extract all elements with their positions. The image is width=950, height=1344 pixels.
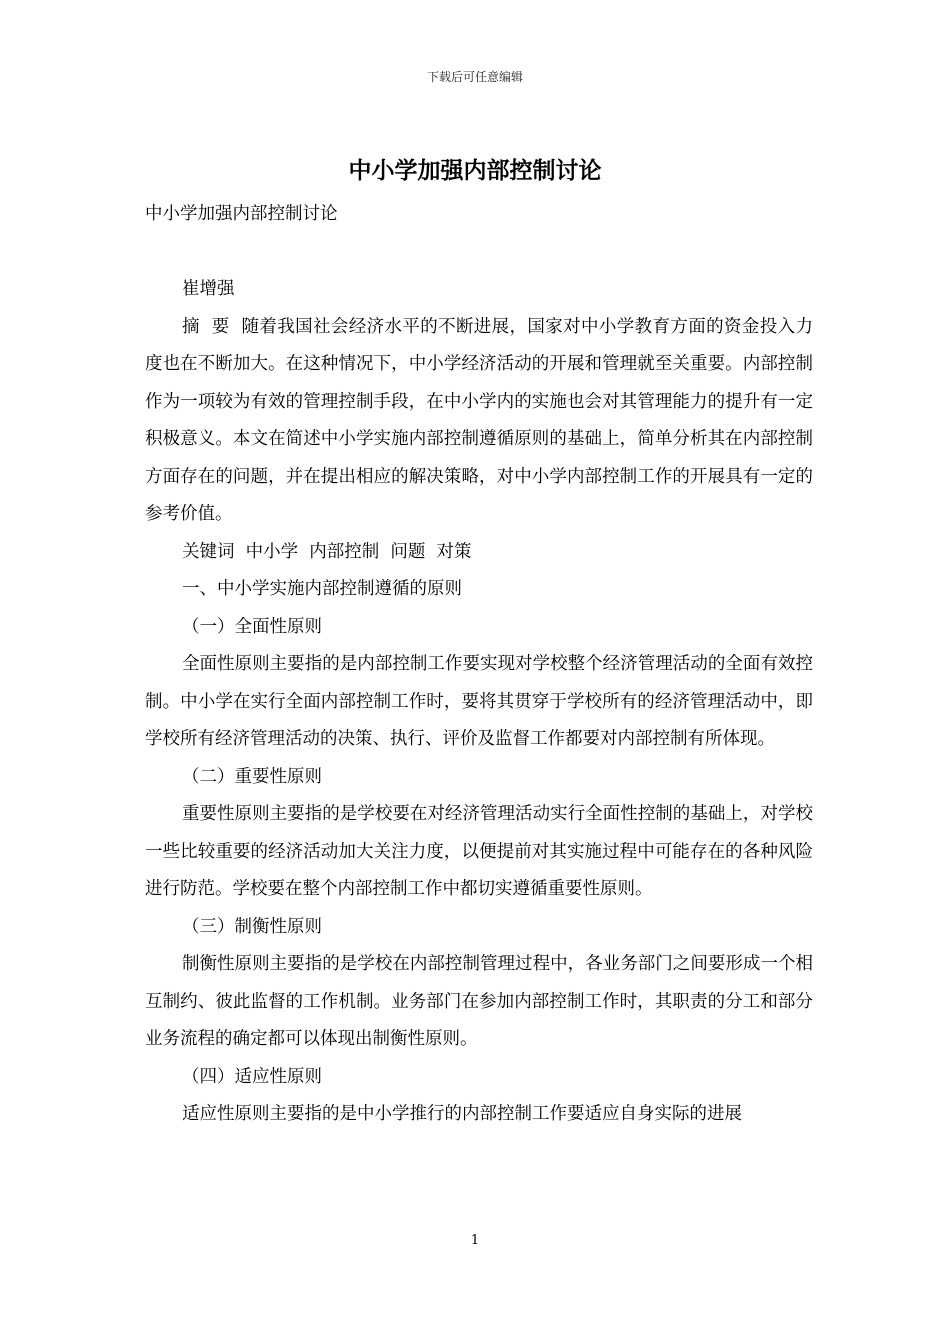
blank-line	[145, 234, 813, 272]
document-body	[145, 196, 813, 1134]
section-heading-1: 一、中小学实施内部控制遵循的原则	[182, 579, 462, 599]
author-name: 崔增强	[182, 279, 235, 299]
subsection-paragraph-1: 全面性原则主要指的是内部控制工作要实现对学校整个经济管理活动的全面有效控制。中小学在实行全面内部控制工作时，要将其贯穿于学校所有的经济管理活动中，即学校所有经济管理活动的决策、执行、评价及监督工作都要对内部控制有所体现。	[145, 654, 813, 749]
document-subtitle: 中小学加强内部控制讨论	[145, 204, 338, 224]
subsection-heading-1: （一）全面性原则	[182, 616, 322, 637]
abstract-paragraph: 摘 要 随着我国社会经济水平的不断进展，国家对中小学教育方面的资金投入力度也在不断加大。在这种情况下，中小学经济活动的开展和管理就至关重要。内部控制作为一项较为有效的管理控制手段，在中小学内的实施也会对其管理能力的提升有一定积极意义。本文在简述中小学实施内部控制遵循原则的基础上，简单分析其在内部控制方面存在的问题，并在提出相应的解决策略，对中小学内部控制工作的开展具有一定的参考价值。	[145, 316, 813, 524]
document-title: 中小学加强内部控制讨论	[348, 157, 602, 184]
subsection-heading-2: （二）重要性原则	[182, 766, 322, 787]
keywords-line: 关键词 中小学 内部控制 问题 对策	[182, 541, 472, 562]
subsection-heading-4: （四）适应性原则	[182, 1066, 322, 1087]
subsection-paragraph-3: 制衡性原则主要指的是学校在内部控制管理过程中，各业务部门之间要形成一个相互制约、彼此监督的工作机制。业务部门在参加内部控制工作时，其职责的分工和部分业务流程的确定都可以体现出制衡性原则。	[145, 954, 813, 1049]
page-number: 1	[470, 1233, 480, 1248]
subsection-paragraph-4: 适应性原则主要指的是中小学推行的内部控制工作要适应自身实际的进展	[182, 1104, 742, 1124]
page-header-note: 下载后可任意编辑	[426, 70, 523, 84]
subsection-paragraph-2: 重要性原则主要指的是学校要在对经济管理活动实行全面性控制的基础上，对学校一些比较重要的经济活动加大关注力度，以便提前对其实施过程中可能存在的各种风险进行防范。学校要在整个内部控制工作中都切实遵循重要性原则。	[145, 804, 813, 899]
subsection-heading-3: （三）制衡性原则	[182, 916, 322, 937]
